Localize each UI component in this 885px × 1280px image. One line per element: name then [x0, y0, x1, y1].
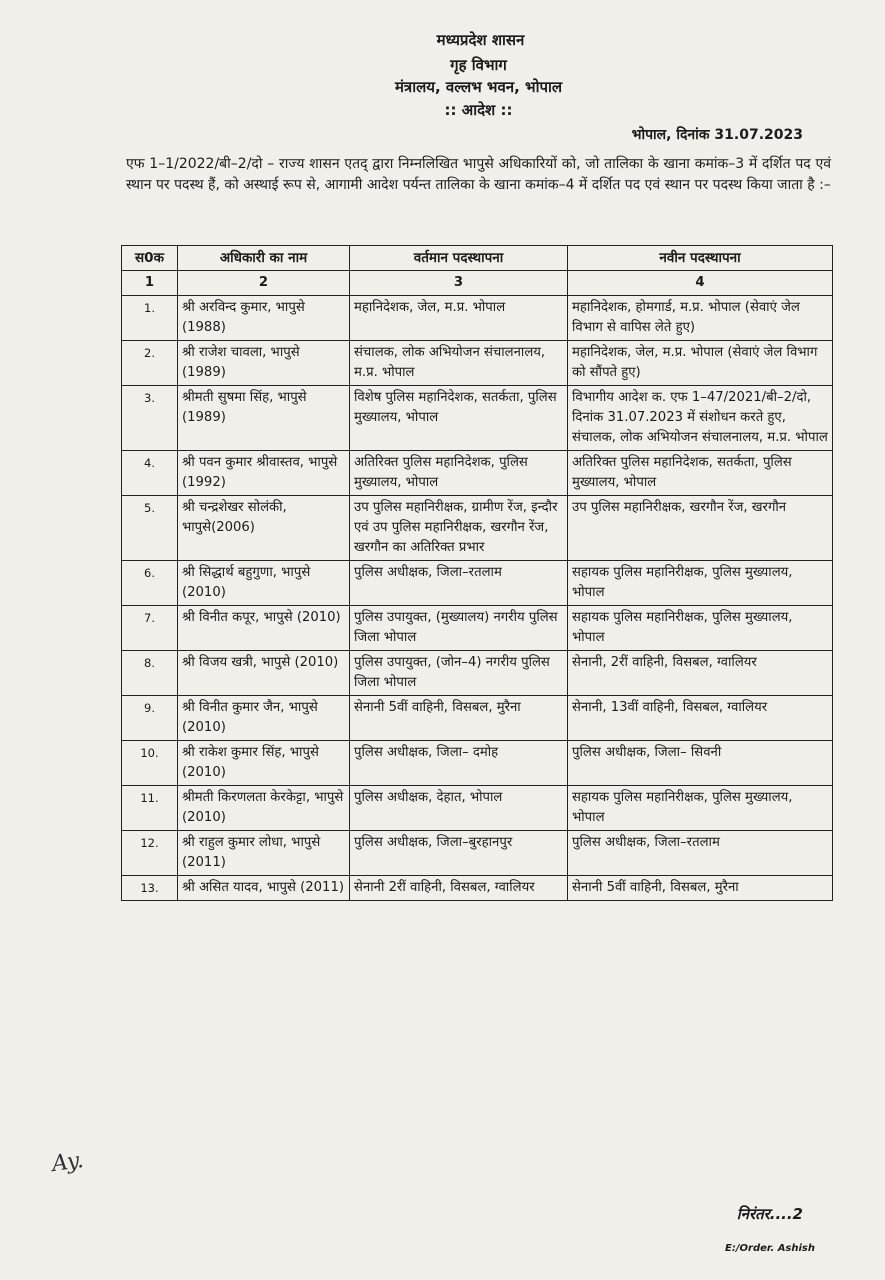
current-posting: पुलिस उपायुक्त, (मुख्यालय) नगरीय पुलिस जिला भोपाल	[350, 606, 568, 651]
table-row	[122, 341, 833, 386]
header-order-title: :: आदेश ::	[444, 101, 513, 119]
serial-number: 12.	[122, 831, 178, 876]
posting-table	[121, 245, 833, 901]
table-row	[122, 386, 833, 451]
new-posting: सेनानी, 2रीं वाहिनी, विसबल, ग्वालियर	[568, 651, 833, 696]
table-row	[122, 696, 833, 741]
officer-name: श्री पवन कुमार श्रीवास्तव, भापुसे (1992)	[178, 451, 350, 496]
current-posting: विशेष पुलिस महानिदेशक, सतर्कता, पुलिस मुख्यालय, भोपाल	[350, 386, 568, 451]
serial-number: 1.	[122, 296, 178, 341]
new-posting: सेनानी 5वीं वाहिनी, विसबल, मुरैना	[568, 876, 833, 901]
table-row	[122, 786, 833, 831]
new-posting: सहायक पुलिस महानिरीक्षक, पुलिस मुख्यालय, भोपाल	[568, 786, 833, 831]
order-intro-paragraph: एफ 1–1/2022/बी–2/दो – राज्य शासन एतद् द्वारा निम्नलिखित भापुसे अधिकारियों को, जो तालिका के खाना कमांक–3 में दर्शित पद एवं स्थान पर पदस्थ हैं, को अस्थाई रूप से, आगामी आदेश पर्यन्त तालिका के खाना कमांक–4 में दर्शित पद एवं स्थान पर पदस्थ किया जाता है :–	[126, 156, 831, 193]
officer-name: श्री राकेश कुमार सिंह, भापुसे (2010)	[178, 741, 350, 786]
new-posting: महानिदेशक, जेल, म.प्र. भोपाल (सेवाएं जेल विभाग को सौंपते हुए)	[568, 341, 833, 386]
table-row	[122, 296, 833, 341]
current-posting: पुलिस उपायुक्त, (जोन–4) नगरीय पुलिस जिला भोपाल	[350, 651, 568, 696]
new-posting: सहायक पुलिस महानिरीक्षक, पुलिस मुख्यालय, भोपाल	[568, 561, 833, 606]
current-posting: सेनानी 5वीं वाहिनी, विसबल, मुरैना	[350, 696, 568, 741]
officer-name: श्री विजय खत्री, भापुसे (2010)	[178, 651, 350, 696]
table-column-number-row	[122, 271, 833, 296]
current-posting: उप पुलिस महानिरीक्षक, ग्रामीण रेंज, इन्दौर एवं उप पुलिस महानिरीक्षक, खरगौन रेंज, खरगौन का अतिरिक्त प्रभार	[350, 496, 568, 561]
column-number: 4	[568, 271, 833, 296]
current-posting: अतिरिक्त पुलिस महानिदेशक, पुलिस मुख्यालय, भोपाल	[350, 451, 568, 496]
header-officer-name: अधिकारी का नाम	[178, 246, 350, 271]
officer-name: श्री अरविन्द कुमार, भापुसे (1988)	[178, 296, 350, 341]
table-header-row	[122, 246, 833, 271]
officer-name: श्रीमती सुषमा सिंह, भापुसे (1989)	[178, 386, 350, 451]
officer-name: श्री राहुल कुमार लोधा, भापुसे (2011)	[178, 831, 350, 876]
officer-name: श्री राजेश चावला, भापुसे (1989)	[178, 341, 350, 386]
table-row	[122, 561, 833, 606]
table-row	[122, 831, 833, 876]
current-posting: महानिदेशक, जेल, म.प्र. भोपाल	[350, 296, 568, 341]
serial-number: 13.	[122, 876, 178, 901]
serial-number: 11.	[122, 786, 178, 831]
officer-name: श्रीमती किरणलता केरकेट्टा, भापुसे (2010)	[178, 786, 350, 831]
serial-number: 10.	[122, 741, 178, 786]
serial-number: 7.	[122, 606, 178, 651]
current-posting: सेनानी 2रीं वाहिनी, विसबल, ग्वालियर	[350, 876, 568, 901]
continued-marker: निरंतर....2	[736, 1205, 803, 1223]
serial-number: 9.	[122, 696, 178, 741]
new-posting: सहायक पुलिस महानिरीक्षक, पुलिस मुख्यालय, भोपाल	[568, 606, 833, 651]
officer-name: श्री सिद्धार्थ बहुगुणा, भापुसे (2010)	[178, 561, 350, 606]
new-posting: पुलिस अधीक्षक, जिला–रतलाम	[568, 831, 833, 876]
header-new-posting: नवीन पदस्थापना	[568, 246, 833, 271]
serial-number: 6.	[122, 561, 178, 606]
order-date: भोपाल, दिनांक 31.07.2023	[631, 127, 803, 143]
table-row	[122, 741, 833, 786]
footer-reference: E:/Order. Ashish	[725, 1243, 815, 1254]
new-posting: उप पुलिस महानिरीक्षक, खरगौन रेंज, खरगौन	[568, 496, 833, 561]
officer-name: श्री चन्द्रशेखर सोलंकी, भापुसे(2006)	[178, 496, 350, 561]
column-number: 2	[178, 271, 350, 296]
table-row	[122, 496, 833, 561]
serial-number: 8.	[122, 651, 178, 696]
serial-number: 5.	[122, 496, 178, 561]
header-department: गृह विभाग	[450, 56, 507, 74]
new-posting: पुलिस अधीक्षक, जिला– सिवनी	[568, 741, 833, 786]
header-government: मध्यप्रदेश शासन	[436, 31, 525, 49]
new-posting: महानिदेशक, होमगार्ड, म.प्र. भोपाल (सेवाएं जेल विभाग से वापिस लेते हुए)	[568, 296, 833, 341]
header-serial: स0क	[122, 246, 178, 271]
new-posting: अतिरिक्त पुलिस महानिदेशक, सतर्कता, पुलिस मुख्यालय, भोपाल	[568, 451, 833, 496]
new-posting: विभागीय आदेश क. एफ 1–47/2021/बी–2/दो, दिनांक 31.07.2023 में संशोधन करते हुए, संचालक, लोक अभियोजन संचालनालय, म.प्र. भोपाल	[568, 386, 833, 451]
serial-number: 3.	[122, 386, 178, 451]
current-posting: पुलिस अधीक्षक, जिला– दमोह	[350, 741, 568, 786]
header-address: मंत्रालय, वल्लभ भवन, भोपाल	[394, 78, 563, 96]
table-row	[122, 876, 833, 901]
current-posting: संचालक, लोक अभियोजन संचालनालय, म.प्र. भोपाल	[350, 341, 568, 386]
current-posting: पुलिस अधीक्षक, जिला–बुरहानपुर	[350, 831, 568, 876]
officer-name: श्री असित यादव, भापुसे (2011)	[178, 876, 350, 901]
initials-signature: Ay.	[50, 1147, 86, 1178]
current-posting: पुलिस अधीक्षक, जिला–रतलाम	[350, 561, 568, 606]
column-number: 3	[350, 271, 568, 296]
table-row	[122, 451, 833, 496]
serial-number: 4.	[122, 451, 178, 496]
current-posting: पुलिस अधीक्षक, देहात, भोपाल	[350, 786, 568, 831]
table-row	[122, 606, 833, 651]
header-current-posting: वर्तमान पदस्थापना	[350, 246, 568, 271]
column-number: 1	[122, 271, 178, 296]
officer-name: श्री विनीत कपूर, भापुसे (2010)	[178, 606, 350, 651]
table-row	[122, 651, 833, 696]
serial-number: 2.	[122, 341, 178, 386]
new-posting: सेनानी, 13वीं वाहिनी, विसबल, ग्वालियर	[568, 696, 833, 741]
officer-name: श्री विनीत कुमार जैन, भापुसे (2010)	[178, 696, 350, 741]
